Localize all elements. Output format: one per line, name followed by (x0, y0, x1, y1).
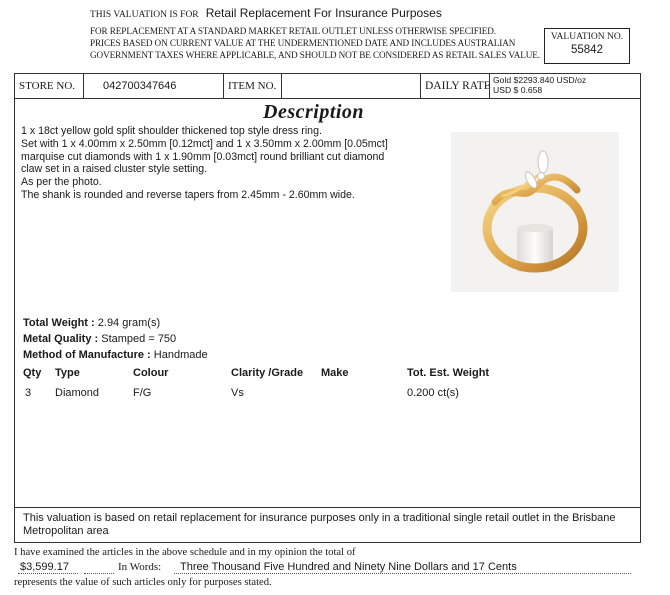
cell-type: Diamond (55, 387, 100, 399)
description-line: The shank is rounded and reverse tapers from 2.45mm - 2.60mm wide. (21, 188, 355, 201)
col-header-make: Make (321, 367, 349, 379)
description-line: marquise cut diamonds with 1 x 1.90mm [0.03mct] round brilliant cut diamond (21, 150, 385, 163)
store-no-label: STORE NO. (19, 80, 76, 92)
description-text (21, 125, 451, 202)
certification-line-1: I have examined the articles in the above schedule and in my opinion the total of (14, 547, 356, 558)
notice-line-1: FOR REPLACEMENT AT A STANDARD MARKET RETAIL OUTLET UNLESS OTHERWISE SPECIFIED. (90, 26, 496, 36)
description-line: Set with 1 x 4.00mm x 2.50mm [0.12mct] and 1 x 3.50mm x 2.00mm [0.05mct] (21, 137, 388, 150)
metal-quality-label: Metal Quality : (23, 333, 99, 345)
footer-note: This valuation is based on retail replacement for insurance purposes only in a traditional single retail outlet in the Brisbane Metropolitan area (23, 512, 616, 537)
total-weight-value: 2.94 gram(s) (97, 317, 161, 329)
cell-weight: 0.200 ct(s) (407, 387, 459, 399)
dotted-leader (18, 573, 78, 574)
notice-line-2: PRICES BASED ON CURRENT VALUE AT THE UNDERMENTIONED DATE AND INCLUDES AUSTRALIAN (90, 38, 516, 48)
cell-qty: 3 (25, 387, 32, 399)
daily-rate-values (493, 75, 586, 95)
metal-quality-value: Stamped = 750 (101, 333, 177, 345)
dotted-leader (174, 573, 631, 574)
ring-illustration (451, 132, 619, 292)
daily-rate-label: DAILY RATE (425, 80, 491, 92)
col-header-qty: Qty (23, 367, 42, 379)
gold-rate: Gold $2293.840 USD/oz (493, 75, 587, 85)
col-header-type: Type (55, 367, 80, 379)
col-header-colour: Colour (133, 367, 169, 379)
description-line: As per the photo. (21, 176, 102, 189)
method-of-manufacture (23, 349, 208, 361)
certification-line-3: represents the value of such articles only for purposes stated. (14, 577, 272, 588)
item-no-label: ITEM NO. (228, 80, 277, 92)
description-line: 1 x 18ct yellow gold split shoulder thickened top style dress ring. (21, 125, 322, 137)
valuation-number-label: VALUATION NO. (550, 32, 624, 42)
notice-line-3: GOVERNMENT TAXES WHERE APPLICABLE, AND SHOULD NOT BE CONSIDERED AS RETAIL SALES VALUE. (90, 50, 541, 60)
store-no-value: 042700347646 (103, 80, 177, 92)
divider (223, 74, 224, 98)
method-label: Method of Manufacture : (23, 349, 151, 361)
metal-quality (23, 333, 176, 345)
usd-rate: USD $ 0.658 (493, 85, 543, 95)
total-weight (23, 317, 160, 329)
description-line: claw set in a raised cluster style setting. (21, 163, 208, 176)
divider (489, 74, 490, 98)
valuation-purpose-label: THIS VALUATION IS FOR (90, 10, 199, 20)
valuation-form (14, 73, 641, 543)
divider (83, 74, 84, 98)
col-header-weight: Tot. Est. Weight (407, 367, 490, 379)
col-header-clarity: Clarity /Grade (231, 367, 304, 379)
valuation-number-box (544, 28, 630, 64)
in-words-label: In Words: (118, 561, 162, 573)
row-divider (15, 507, 640, 508)
divider (281, 74, 282, 98)
method-value: Handmade (153, 349, 208, 361)
dotted-leader (84, 573, 114, 574)
in-words-value: Three Thousand Five Hundred and Ninety Nine Dollars and 17 Cents (180, 561, 517, 573)
ring-photo (451, 132, 619, 292)
cell-clarity: Vs (231, 387, 244, 399)
divider (420, 74, 421, 98)
cell-colour: F/G (133, 387, 152, 399)
total-weight-label: Total Weight : (23, 317, 95, 329)
valuation-number: 55842 (571, 44, 603, 56)
valuation-purpose-value: Retail Replacement For Insurance Purposes (205, 6, 442, 20)
total-amount: $3,599.17 (20, 561, 69, 573)
row-divider (15, 98, 640, 99)
description-title: Description (263, 101, 365, 123)
valuation-purpose (90, 6, 442, 20)
